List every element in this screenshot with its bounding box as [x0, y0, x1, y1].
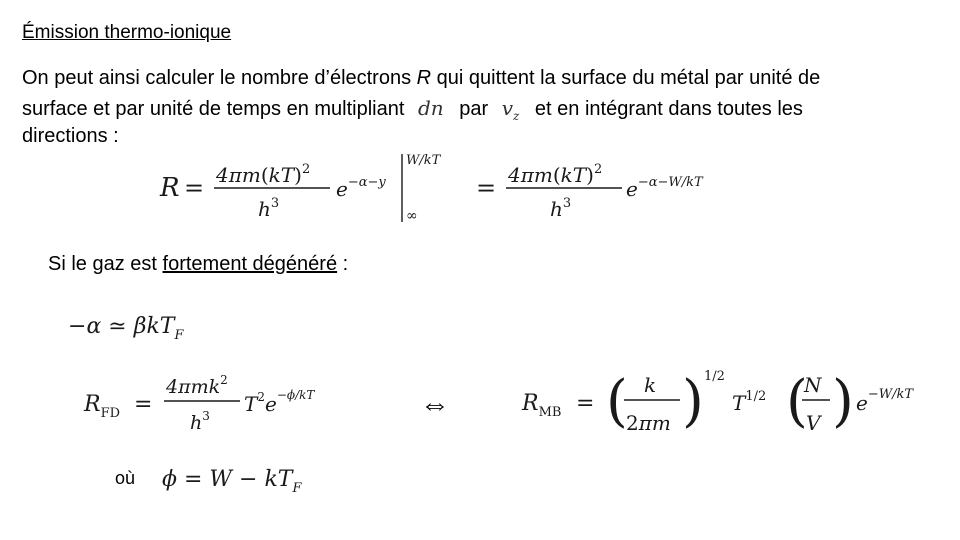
- svg-text:): ): [682, 369, 704, 434]
- svg-text:RMB: $R_{MB}$: [522, 391, 562, 420]
- svg-text:h3: $h^3$: [550, 196, 572, 221]
- variable-r: R: [416, 67, 432, 89]
- svg-text:−α ≃ βkTF: −α ≃ βkT$_F$: [68, 314, 184, 343]
- math-vz-base: v: [501, 96, 514, 120]
- math-dn: dn: [418, 96, 444, 120]
- svg-text:h3: $h^3$: [258, 196, 280, 221]
- svg-text:k: k: [644, 373, 657, 397]
- svg-text:=: =: [576, 391, 595, 416]
- svg-text:e−α−y: $e^{-\alpha-y}$: [336, 175, 386, 201]
- svg-text:ϕ = W − kTF: $\phi = W - kT_F$: [162, 467, 302, 496]
- degenerate-prefix: Si le gaz est: [48, 253, 157, 275]
- svg-text:V: V: [806, 411, 821, 435]
- math-vz-sub: z: [513, 109, 520, 123]
- equation-rfd: [82, 365, 362, 435]
- equivalence-symbol: ⇔: [420, 388, 450, 421]
- intro-text-1: On peut ainsi calculer le nombre d’électrons: [22, 67, 412, 89]
- svg-text:4πmk2: 4πmk$^2$: [166, 373, 228, 398]
- svg-text:∞: ∞: [406, 208, 418, 224]
- svg-text:4πm(kT)2: 4πm(kT)$^2$: [508, 162, 603, 187]
- svg-text:W/kT: W/kT: [406, 153, 441, 168]
- svg-text:): ): [832, 369, 854, 434]
- svg-text:T1/2: $T^{1/2}$: [732, 389, 767, 415]
- svg-text:T2e−ϕ/kT: $T^2e^{-\phi/kT}$: [244, 388, 315, 416]
- page-title: Émission thermo-ionique: [22, 22, 232, 43]
- svg-text:=: =: [184, 174, 205, 202]
- ou-label: où: [115, 468, 136, 488]
- svg-text:=: =: [134, 392, 153, 417]
- equation-alpha: [66, 305, 226, 345]
- degenerate-line: [48, 253, 348, 276]
- svg-text:N: N: [804, 373, 822, 397]
- intro-text-2a: surface et par unité de temps en multipliant: [22, 98, 405, 120]
- intro-par: par: [459, 98, 489, 120]
- svg-text:h3: $h^3$: [190, 409, 210, 434]
- svg-text:(: (: [786, 369, 808, 434]
- math-vz: [501, 96, 520, 123]
- intro-text-2b: et en intégrant dans toutes les: [534, 98, 803, 120]
- svg-text:=: =: [476, 174, 497, 202]
- intro-line-1: [22, 67, 820, 90]
- svg-text:e−W/kT: $e^{-W/kT}$: [856, 387, 914, 415]
- svg-text:e−α−W/kT: $e^{-\alpha-W/kT}$: [626, 175, 703, 201]
- svg-text:4πm(kT)2: 4πm(kT)$^2$: [216, 162, 311, 187]
- svg-text:1/2: 1/2: [704, 369, 725, 384]
- intro-line-2: [22, 96, 803, 123]
- svg-text:R: R: [160, 173, 180, 203]
- svg-text:RFD: $R_{FD}$: [84, 392, 121, 421]
- degenerate-emphasis: fortement dégénéré: [162, 253, 338, 275]
- equation-rmb: [520, 360, 930, 440]
- svg-text:2πm: 2πm: [626, 411, 671, 435]
- equation-phi: [160, 460, 350, 500]
- svg-text:(: (: [606, 369, 628, 434]
- intro-line-3: directions :: [22, 125, 119, 147]
- degenerate-suffix: :: [337, 253, 349, 275]
- intro-text-1-rest: qui quittent la surface du métal par unité de: [436, 67, 821, 89]
- equation-r-formula: [158, 148, 738, 230]
